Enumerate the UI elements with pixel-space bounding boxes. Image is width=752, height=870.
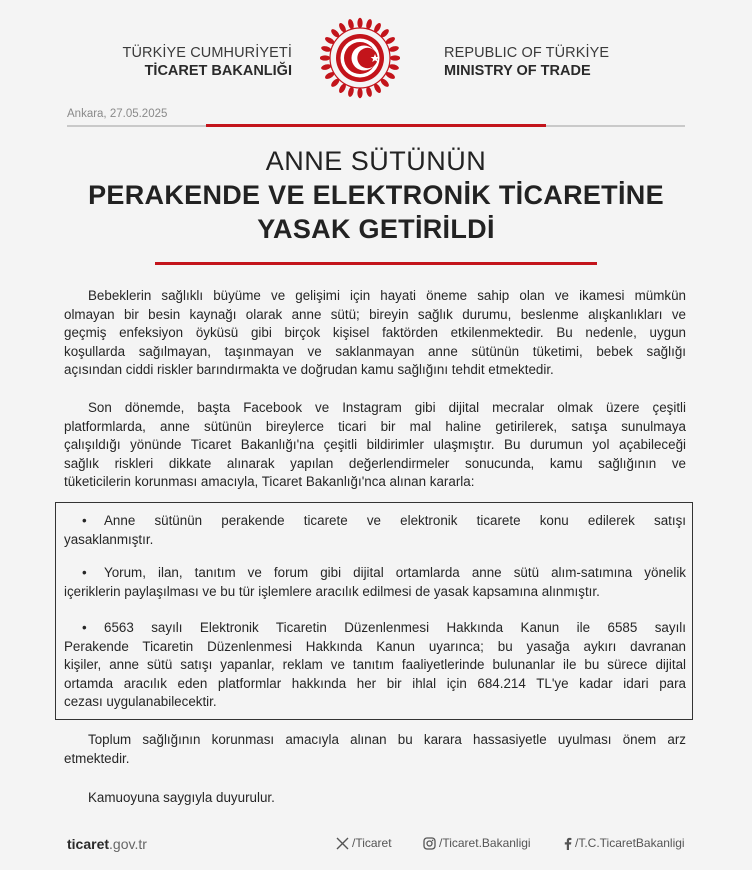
paragraph-line: Toplum sağlığının korunması amacıyla alınan bu karara hassasiyetle uyulması önem arz <box>88 732 686 747</box>
instagram-icon <box>423 837 436 850</box>
title-line-2: PERAKENDE VE ELEKTRONİK TİCARETİNE <box>88 180 664 210</box>
decision-item-line: • Anne sütünün perakende ticarete ve elektronik ticarete konu edilerek satışı <box>64 512 686 531</box>
closing-paragraph <box>64 789 686 808</box>
decision-item-line: yasaklanmıştır. <box>64 531 154 547</box>
closing-line: Kamuoyuna saygıyla duyurulur. <box>88 790 275 805</box>
title-divider <box>155 262 597 265</box>
facebook-handle: /T.C.TicaretBakanligi <box>575 836 685 850</box>
header-right-en <box>444 44 609 80</box>
decision-item-line: ortamda aracılık eden platformlar hakkında her bir ihlal için 684.214 TL'ye kadar idari para <box>64 675 686 691</box>
x-icon <box>336 837 349 850</box>
ministry-emblem-icon <box>320 14 400 102</box>
decision-item-3 <box>64 619 686 712</box>
ministry-name-en: MINISTRY OF TRADE <box>444 63 591 79</box>
paragraph-line: platformlarda, anne sütünün bireylerce ticari bir mal haline getirilerek, satışa sunulmaya <box>64 418 686 434</box>
decision-item-line: kişiler, anne sütü satışı yapanlar, reklam ve tanıtım faaliyetlerinde bulunanlar ile bu sürece dijital <box>64 657 686 673</box>
website-domain-bold: ticaret <box>67 836 110 852</box>
title-line-1: ANNE SÜTÜNÜN <box>265 146 487 176</box>
release-date: Ankara, 27.05.2025 <box>67 108 168 120</box>
paragraph-1 <box>64 287 686 380</box>
x-link[interactable] <box>336 836 392 850</box>
instagram-handle: /Ticaret.Bakanligi <box>439 836 531 850</box>
paragraph-line: çalışıldığı yönünde Ticaret Bakanlığı'na çeşitli bildirimler ulaşmıştır. Bu durumun yol açabileceği <box>64 437 686 453</box>
website-domain-suffix: .gov.tr <box>109 836 147 852</box>
emblem-petal <box>357 18 362 28</box>
paragraph-line: koşullarda sağılmayan, taşınmayan ve saklanmayan anne sütünün tüketimi, bebek sağlığı <box>64 343 686 359</box>
decision-item-line: • Yorum, ilan, tanıtım ve forum gibi dijital ortamlarda anne sütü alım-satımına yönelik <box>64 564 686 583</box>
x-handle: /Ticaret <box>352 836 392 850</box>
paragraph-line: açısından ciddi riskler barındırmakta ve doğrudan kamu sağlığını tehdit etmektedir. <box>64 362 554 378</box>
paragraph-line: Bebeklerin sağlıklı büyüme ve gelişimi için hayati öneme sahip olan ve ikamesi mümkün <box>88 288 686 303</box>
decision-item-1 <box>64 512 686 549</box>
paragraph-3 <box>64 731 686 768</box>
header-accent-divider <box>206 124 546 127</box>
decision-item-line: içeriklerin paylaşılması ve bu tür işlemlere aracılık edilmesi de yasak kapsamına alınmıştır. <box>64 583 600 599</box>
bullet-icon: • <box>82 620 87 635</box>
decision-item-line: Perakende Ticaretin Düzenlenmesi Hakkında Kanun uyarınca; bu yasağa aykırı davranan <box>64 638 686 654</box>
decision-item-line: cezası uygulanabilecektir. <box>64 694 217 710</box>
facebook-link[interactable] <box>563 836 685 850</box>
website-link[interactable] <box>67 836 147 852</box>
facebook-icon <box>563 837 572 850</box>
decision-item-2 <box>64 564 686 601</box>
emblem-petal <box>390 55 400 60</box>
title-line-3: YASAK GETİRİLDİ <box>257 214 495 244</box>
paragraph-line: sağlık riskleri dikkate alınarak yapılan değerlendirmeler sonucunda, kamu sağlığının ve <box>64 455 686 471</box>
emblem-petal <box>357 88 362 98</box>
bullet-icon: • <box>82 565 87 580</box>
paragraph-line: geçmiş enfeksiyon öyküsü gibi birçok kişisel faktörden etkilenmektedir. Bu nedenle, uygun <box>64 325 686 341</box>
decision-item-line: • 6563 sayılı Elektronik Ticaretin Düzenlenmesi Hakkında Kanun ile 6585 sayılı <box>64 619 686 638</box>
republic-name-tr: TÜRKİYE CUMHURİYETİ <box>122 45 292 61</box>
paragraph-line: etmektedir. <box>64 750 130 766</box>
paragraph-2 <box>64 399 686 492</box>
paragraph-line: Son dönemde, başta Facebook ve Instagram gibi dijital mecralar olmak üzere çeşitli <box>88 400 686 415</box>
paragraph-line: olmayan bir besin kaynağı olarak anne sütü; bireyin sağlık durumu, beslenme alışkanlıkları ve <box>64 306 686 322</box>
ministry-name-tr: TİCARET BAKANLIĞI <box>144 63 292 79</box>
paragraph-line: tüketicilerin korunması amacıyla, Ticaret Bakanlığı'nca alınan kararla: <box>64 474 475 490</box>
bullet-icon: • <box>82 513 87 528</box>
republic-name-en: REPUBLIC OF TÜRKİYE <box>444 45 610 61</box>
emblem-petal <box>320 55 330 60</box>
header-left-tr <box>123 44 292 80</box>
instagram-link[interactable] <box>423 836 531 850</box>
title-main <box>0 178 752 246</box>
